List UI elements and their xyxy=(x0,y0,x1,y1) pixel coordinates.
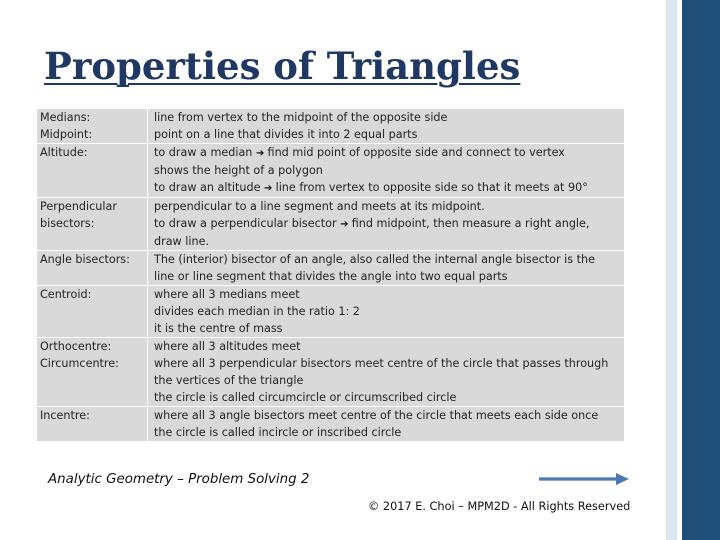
description-line: perpendicular to a line segment and meets at its midpoint. xyxy=(154,200,485,213)
description-line: draw line. xyxy=(154,235,210,248)
term-cell xyxy=(37,144,148,198)
description-line: line or line segment that divides the angle into two equal parts xyxy=(154,270,508,283)
description-cell xyxy=(148,286,625,338)
description-text: line from vertex to opposite side so that it meets at 90° xyxy=(275,181,588,194)
term-label: Midpoint: xyxy=(40,128,93,141)
description-line: it is the centre of mass xyxy=(154,322,283,335)
right-arrow-icon: ➔ xyxy=(340,219,352,230)
term-label: Medians: xyxy=(40,111,91,124)
table-row xyxy=(37,338,625,407)
description-line: The (interior) bisector of an angle, also called the internal angle bisector is the xyxy=(154,253,595,266)
decorative-stripe-light xyxy=(666,0,677,540)
term-label: Incentre: xyxy=(40,409,90,422)
term-label: Altitude: xyxy=(40,146,88,159)
table-row xyxy=(37,144,625,198)
slide-title: Properties of Triangles xyxy=(44,44,521,88)
properties-table xyxy=(36,108,625,442)
term-label: Circumcentre: xyxy=(40,357,119,370)
description-line xyxy=(154,179,621,197)
footer-text: Analytic Geometry – Problem Solving 2 xyxy=(48,472,310,487)
table-row xyxy=(37,251,625,286)
term-label: Perpendicular xyxy=(40,200,117,213)
description-line: shows the height of a polygon xyxy=(154,164,323,177)
decorative-stripe-dark xyxy=(682,0,720,540)
next-arrow-icon[interactable] xyxy=(538,472,630,486)
description-line: the circle is called circumcircle or circumscribed circle xyxy=(154,391,457,404)
right-arrow-icon: ➔ xyxy=(255,148,268,159)
term-cell xyxy=(37,286,148,338)
term-cell xyxy=(37,109,148,144)
description-text: to draw a perpendicular bisector xyxy=(154,217,341,230)
right-arrow-icon: ➔ xyxy=(264,183,276,194)
term-cell xyxy=(37,338,148,407)
term-cell xyxy=(37,251,148,286)
description-line: the vertices of the triangle xyxy=(154,374,304,387)
description-text: to draw an altitude xyxy=(154,181,265,194)
description-text: to draw a median xyxy=(154,146,256,159)
description-line: divides each median in the ratio 1: 2 xyxy=(154,305,360,318)
description-line: where all 3 altitudes meet xyxy=(154,340,301,353)
table-row xyxy=(37,109,625,144)
properties-table-body xyxy=(37,109,625,442)
description-text: find mid point of opposite side and connect to vertex xyxy=(267,146,565,159)
term-cell xyxy=(37,407,148,442)
table-row xyxy=(37,286,625,338)
term-label: bisectors: xyxy=(40,217,95,230)
description-cell xyxy=(148,251,625,286)
description-line: where all 3 perpendicular bisectors meet centre of the circle that passes through xyxy=(154,357,609,370)
description-cell xyxy=(148,109,625,144)
description-line: point on a line that divides it into 2 equal parts xyxy=(154,128,418,141)
copyright-text: © 2017 E. Choi – MPM2D - All Rights Reserved xyxy=(368,500,631,513)
term-cell xyxy=(37,198,148,251)
term-label: Centroid: xyxy=(40,288,92,301)
term-label: Orthocentre: xyxy=(40,340,112,353)
description-line xyxy=(154,144,621,162)
description-line: the circle is called incircle or inscribed circle xyxy=(154,426,402,439)
table-row xyxy=(37,407,625,442)
description-line: where all 3 angle bisectors meet centre of the circle that meets each side once xyxy=(154,409,599,422)
description-cell xyxy=(148,338,625,407)
description-cell xyxy=(148,198,625,251)
description-line xyxy=(154,215,621,233)
description-text: find midpoint, then measure a right angle, xyxy=(351,217,590,230)
description-line: line from vertex to the midpoint of the opposite side xyxy=(154,111,448,124)
table-row xyxy=(37,198,625,251)
description-cell xyxy=(148,407,625,442)
description-cell xyxy=(148,144,625,198)
description-line: where all 3 medians meet xyxy=(154,288,300,301)
term-label: Angle bisectors: xyxy=(40,253,130,266)
